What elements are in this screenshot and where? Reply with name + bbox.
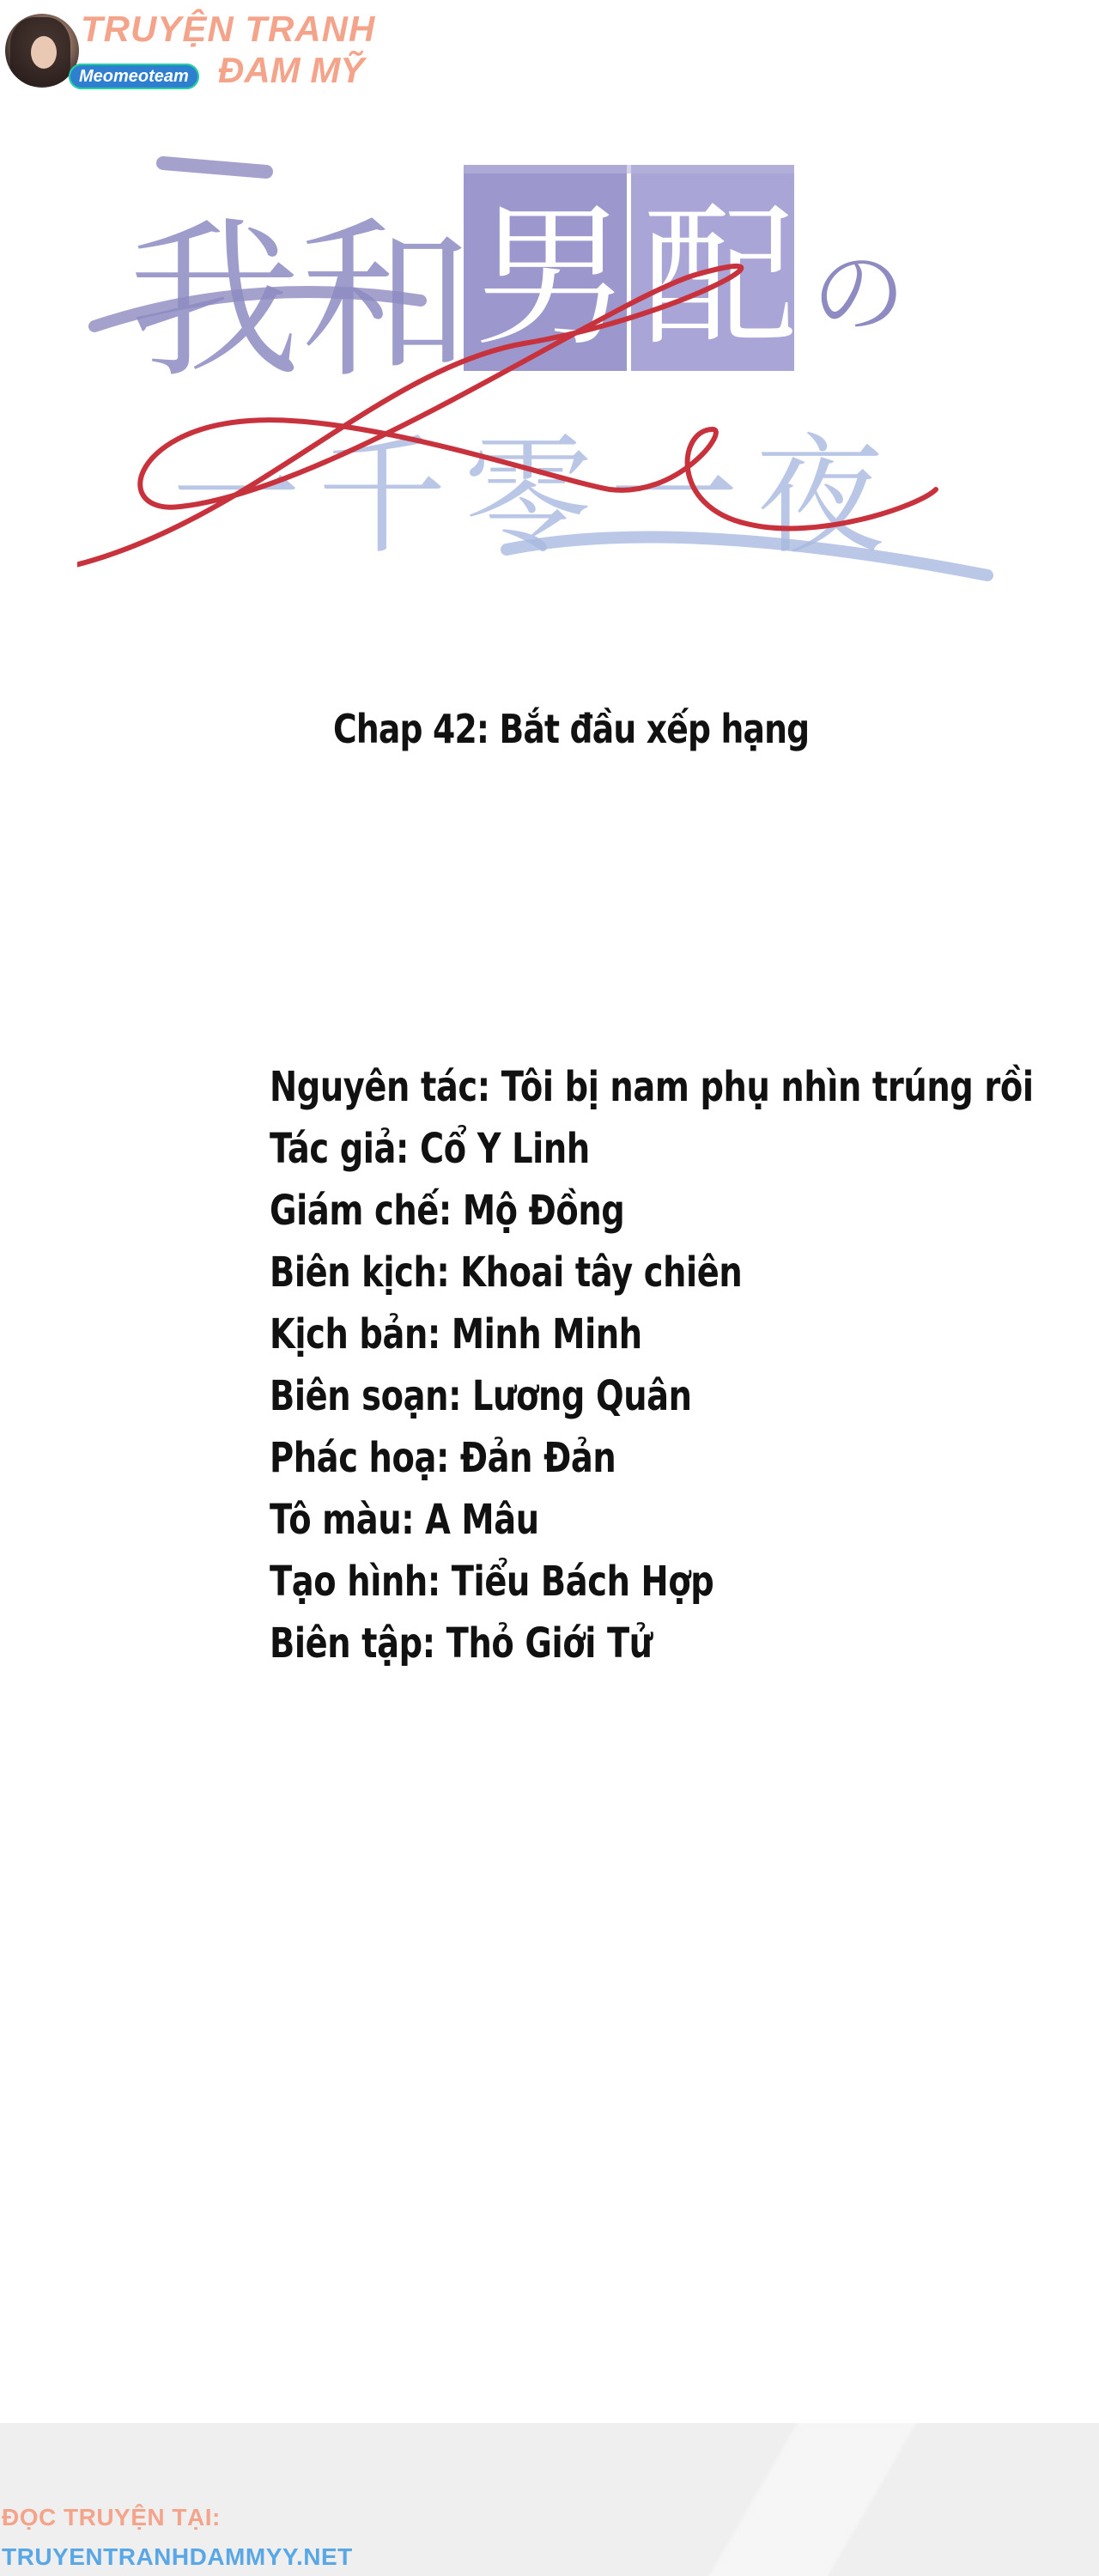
credits-list [270, 1056, 1099, 1674]
chapter-title: Chap 42: Bắt đầu xếp hạng [333, 706, 810, 752]
logo-char-highlight-1: 男 [474, 188, 629, 368]
series-logo [77, 146, 1022, 610]
logo-char-bottom: 一千零一夜 [172, 422, 902, 572]
credit-screenwriter: Biên kịch: Khoai tây chiên [270, 1249, 743, 1297]
credit-character-design: Tạo hình: Tiểu Bách Hợp [270, 1558, 714, 1606]
credit-editor: Biên tập: Thỏ Giới Tử [270, 1619, 653, 1668]
team-badge: Meomeoteam [69, 64, 199, 89]
watermark-subtitle: ĐAM MỸ [218, 50, 365, 90]
credit-script: Kịch bản: Minh Minh [270, 1310, 642, 1358]
footer-banner [0, 2423, 1099, 2576]
site-watermark [5, 9, 400, 94]
logo-char-highlight-2: 配 [642, 188, 798, 368]
credit-compiler: Biên soạn: Lương Quân [270, 1372, 692, 1420]
credit-author: Tác giả: Cổ Y Linh [270, 1125, 590, 1173]
footer-read-at-label: ĐỌC TRUYỆN TẠI: [2, 2504, 221, 2530]
footer-site-url[interactable]: TRUYENTRANHDAMMYY.NET [2, 2543, 353, 2570]
logo-char-no: の [811, 239, 906, 349]
watermark-title: TRUYỆN TRANH [81, 9, 376, 49]
credit-original-work: Nguyên tác: Tôi bị nam phụ nhìn trúng rồi [270, 1063, 1034, 1111]
logo-char-top: 我和 [129, 202, 473, 402]
credit-producer: Giám chế: Mộ Đồng [270, 1187, 625, 1235]
credit-sketch: Phác hoạ: Đản Đản [270, 1434, 616, 1482]
credit-coloring: Tô màu: A Mâu [270, 1496, 539, 1544]
